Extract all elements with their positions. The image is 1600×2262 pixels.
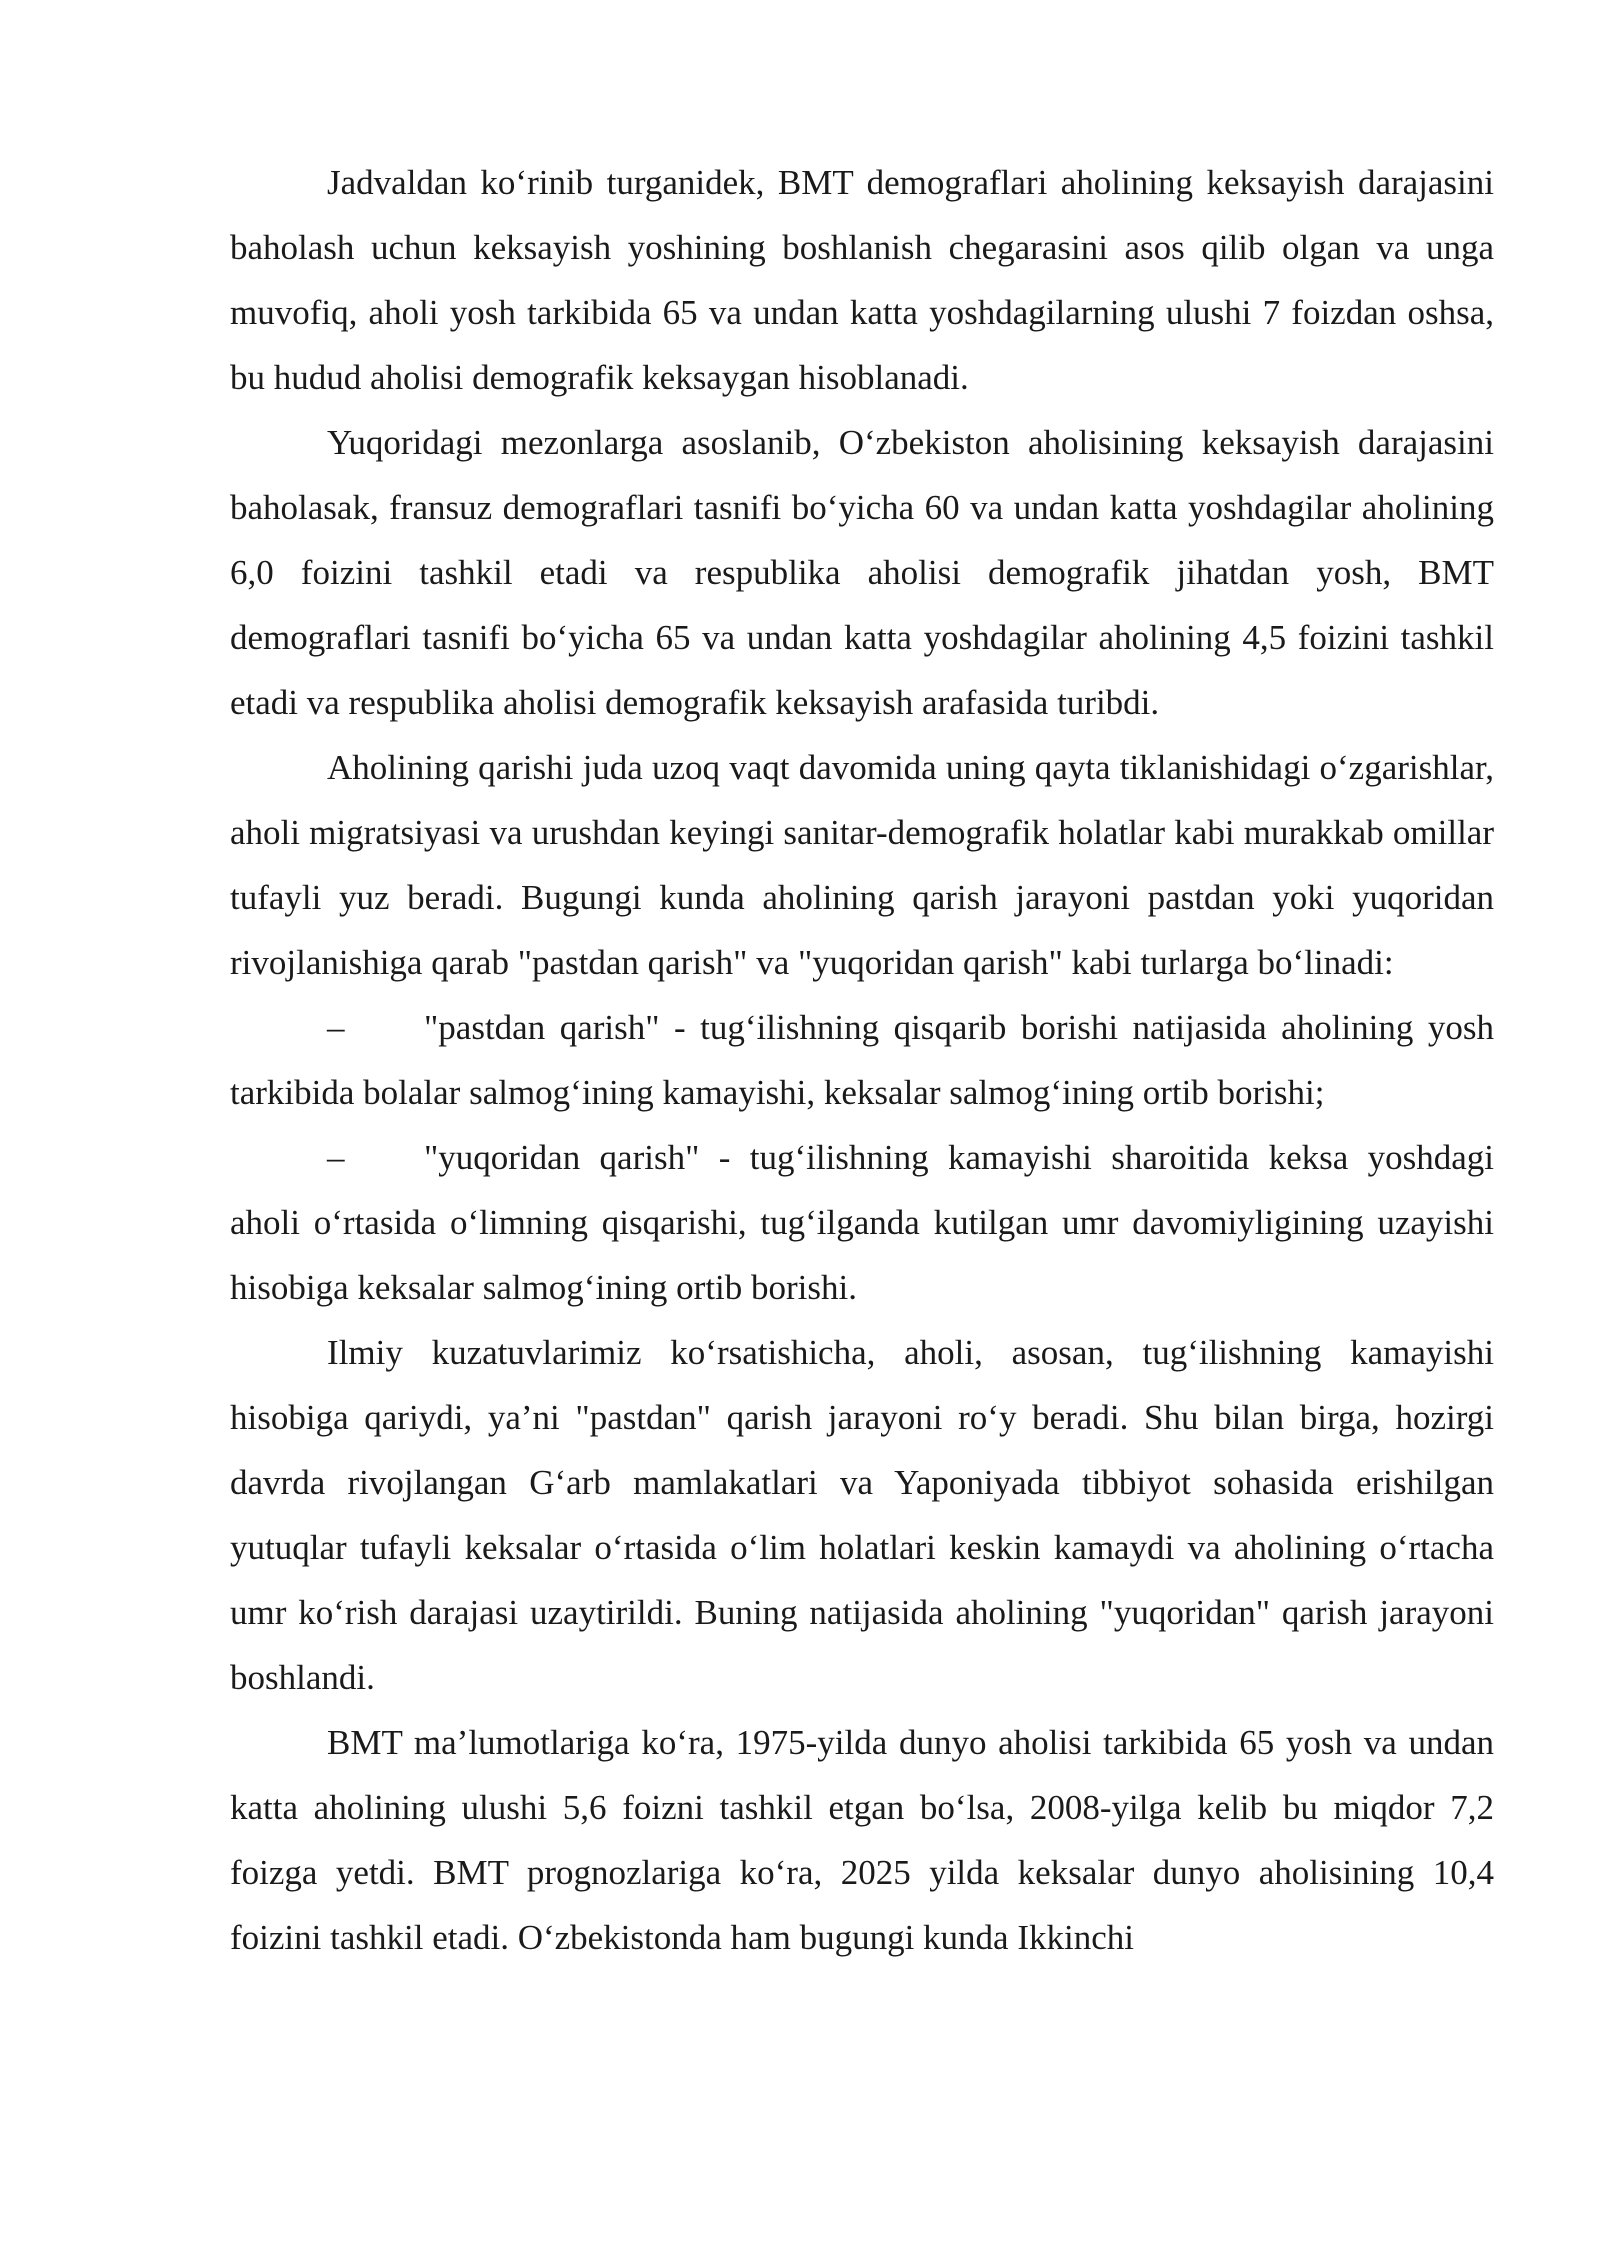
list-item-text: "pastdan qarish" - tug‘ilishning qisqarib borishi natijasida aholining yosh tarkibida bolalar salmog‘ining kamayishi, keksalar salmog‘ining ortib borishi;	[230, 1008, 1494, 1112]
paragraph: Aholining qarishi juda uzoq vaqt davomida uning qayta tiklanishidagi o‘zgarishlar, aholi migratsiyasi va urushdan keyingi sanitar-demografik holatlar kabi murakkab omillar tufayli yuz beradi. Bugungi kunda aholining qarish jarayoni pastdan yoki yuqoridan rivojlanishiga qarab "pastdan qarish" va "yuqoridan qarish" kabi turlarga bo‘linadi:	[230, 748, 1494, 982]
list-item	[230, 995, 1494, 1125]
list-item-text: "yuqoridan qarish" - tug‘ilishning kamayishi sharoitida keksa yoshdagi aholi o‘rtasida o‘limning qisqarishi, tug‘ilganda kutilgan umr davomiyligining uzayishi hisobiga keksalar salmog‘ining ortib borishi.	[230, 1138, 1494, 1307]
document-page	[230, 150, 1494, 1970]
list-dash-marker: –	[327, 1008, 345, 1047]
list-item	[230, 1125, 1494, 1320]
paragraph: Jadvaldan ko‘rinib turganidek, BMT demograflari aholining keksayish darajasini baholash uchun keksayish yoshining boshlanish chegarasini asos qilib olgan va unga muvofiq, aholi yosh tarkibida 65 va undan katta yoshdagilarning ulushi 7 foizdan oshsa, bu hudud aholisi demografik keksaygan hisoblanadi.	[230, 163, 1494, 397]
list-dash-marker: –	[327, 1138, 345, 1177]
paragraph: Yuqoridagi mezonlarga asoslanib, O‘zbekiston aholisining keksayish darajasini baholasak, fransuz demograflari tasnifi bo‘yicha 60 va undan katta yoshdagilar aholining 6,0 foizini tashkil etadi va respublika aholisi demografik jihatdan yosh, BMT demograflari tasnifi bo‘yicha 65 va undan katta yoshdagilar aholining 4,5 foizini tashkil etadi va respublika aholisi demografik keksayish arafasida turibdi.	[230, 423, 1494, 722]
paragraph: BMT ma’lumotlariga ko‘ra, 1975-yilda dunyo aholisi tarkibida 65 yosh va undan katta aholining ulushi 5,6 foizni tashkil etgan bo‘lsa, 2008-yilga kelib bu miqdor 7,2 foizga yetdi. BMT prognozlariga ko‘ra, 2025 yilda keksalar dunyo aholisining 10,4 foizini tashkil etadi. O‘zbekistonda ham bugungi kunda Ikkinchi	[230, 1723, 1494, 1957]
paragraph: Ilmiy kuzatuvlarimiz ko‘rsatishicha, aholi, asosan, tug‘ilishning kamayishi hisobiga qariydi, ya’ni "pastdan" qarish jarayoni ro‘y beradi. Shu bilan birga, hozirgi davrda rivojlangan G‘arb mamlakatlari va Yaponiyada tibbiyot sohasida erishilgan yutuqlar tufayli keksalar o‘rtasida o‘lim holatlari keskin kamaydi va aholining o‘rtacha umr ko‘rish darajasi uzaytirildi. Buning natijasida aholining "yuqoridan" qarish jarayoni boshlandi.	[230, 1333, 1494, 1697]
